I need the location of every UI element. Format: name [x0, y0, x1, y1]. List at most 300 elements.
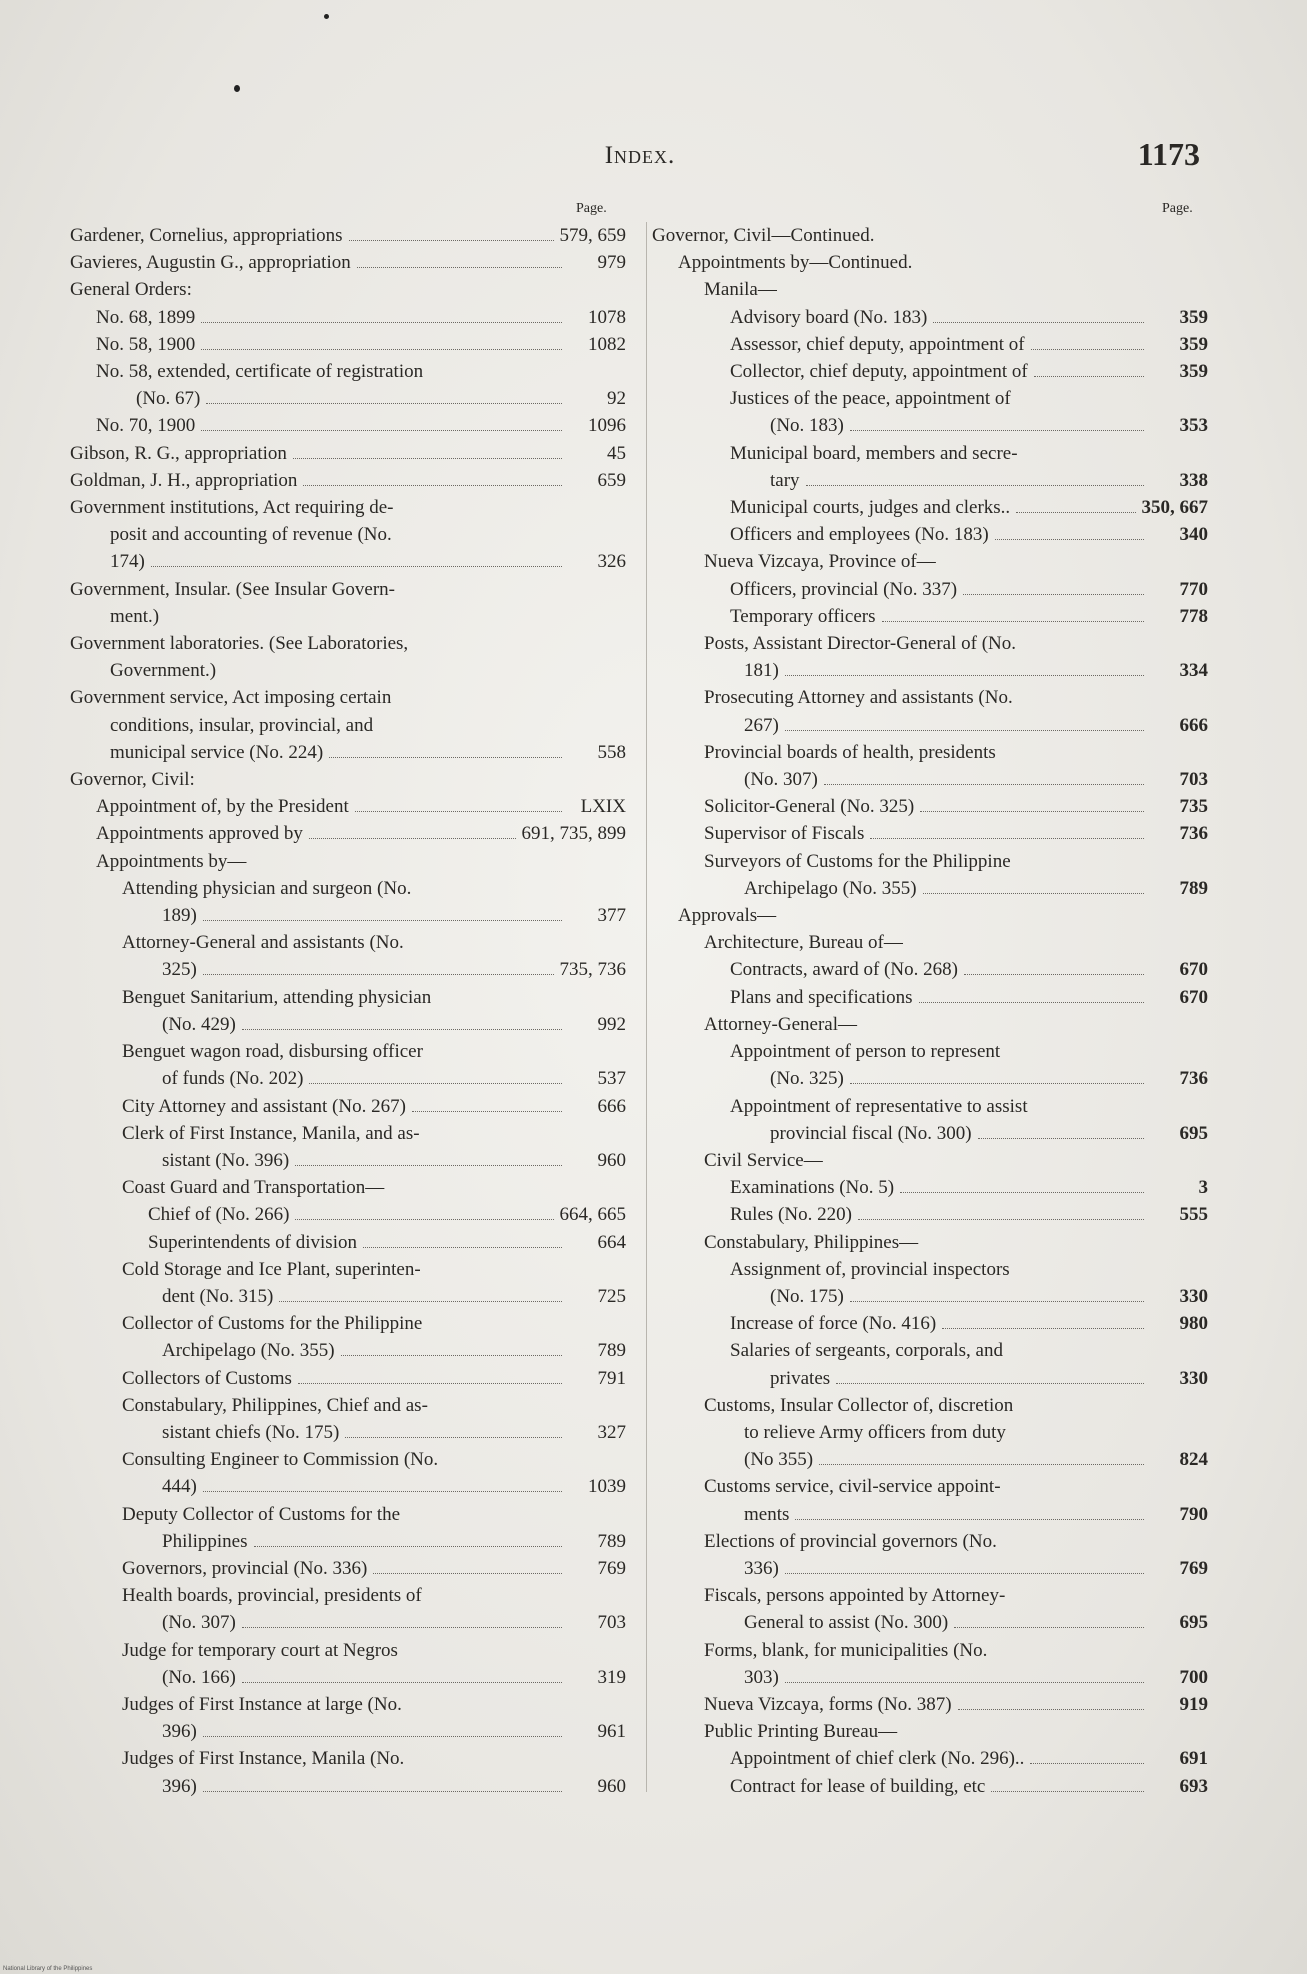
index-entry-text: posit and accounting of revenue (No.: [110, 524, 392, 546]
index-entry-page: 359: [1179, 306, 1208, 328]
index-entry-text: Architecture, Bureau of—: [704, 932, 903, 954]
index-entry-text: (No. 429): [162, 1013, 236, 1035]
index-entry-text: Prosecuting Attorney and assistants (No.: [704, 687, 1013, 709]
leader-dots: [373, 1573, 562, 1574]
index-entry-text: Collectors of Customs: [122, 1367, 292, 1389]
index-entry-page: 960: [597, 1149, 626, 1171]
index-entry-page: 330: [1179, 1285, 1208, 1307]
index-entry: [652, 385, 1208, 439]
index-entry-page: 1096: [588, 415, 626, 437]
index-entry: [652, 1473, 1208, 1527]
index-entry-page: 735, 736: [559, 959, 626, 981]
index-entry-text: Archipelago (No. 355): [744, 877, 917, 899]
index-entry-text: Advisory board (No. 183): [730, 306, 928, 328]
index-entry-page: 691, 735, 899: [521, 823, 626, 845]
index-entry: [652, 521, 1208, 548]
index-entry-text: Approvals—: [678, 905, 777, 927]
index-entry-text: Salaries of sergeants, corporals, and: [730, 1340, 1003, 1362]
index-entry-text: Appointment of representative to assist: [730, 1095, 1028, 1117]
index-entry-text: 267): [744, 714, 779, 736]
page-number: 1173: [1137, 136, 1200, 172]
leader-dots: [355, 811, 562, 812]
index-entry-text: Appointment of person to represent: [730, 1041, 1001, 1063]
column-divider: [646, 222, 647, 1792]
index-entry-text: General Orders:: [70, 279, 192, 301]
index-entry-page: 330: [1179, 1367, 1208, 1389]
scan-speck: [324, 14, 329, 19]
index-entry: [652, 1011, 1208, 1038]
index-entry: [70, 1174, 626, 1201]
index-entry: [652, 276, 1208, 303]
index-entry-page: 770: [1179, 578, 1208, 600]
index-entry: [652, 902, 1208, 929]
leader-dots: [785, 1573, 1144, 1574]
index-entry: [652, 358, 1208, 385]
index-entry: [652, 1093, 1208, 1147]
index-entry-page: 1039: [588, 1476, 626, 1498]
index-entry: [70, 684, 626, 766]
index-entry: [70, 875, 626, 929]
index-entry-page: 789: [597, 1340, 626, 1362]
index-entry: [652, 1773, 1208, 1800]
index-entry-text: Appointments by—Continued.: [678, 252, 913, 274]
index-entry-text: municipal service (No. 224): [110, 741, 324, 763]
index-entry-text: Assessor, chief deputy, appointment of: [730, 333, 1025, 355]
leader-dots: [298, 1383, 562, 1384]
index-entry: [70, 1501, 626, 1555]
index-entry: [652, 1147, 1208, 1174]
index-entry-text: Officers, provincial (No. 337): [730, 578, 958, 600]
index-entry: [652, 684, 1208, 738]
index-entry-text: (No 355): [744, 1449, 814, 1471]
index-entry: [70, 793, 626, 820]
right-column-page-label: Page.: [1162, 201, 1193, 216]
index-entry-text: Government service, Act imposing certain: [70, 687, 392, 709]
index-entry-text: Fiscals, persons appointed by Attorney-: [704, 1585, 1006, 1607]
index-entry-page: 960: [597, 1775, 626, 1797]
index-entry-page: 45: [607, 442, 626, 464]
leader-dots: [850, 1301, 1144, 1302]
leader-dots: [806, 485, 1144, 486]
index-entry-text: Governor, Civil—Continued.: [652, 225, 875, 246]
index-entry-text: Justices of the peace, appointment of: [730, 388, 1011, 410]
index-entry-text: General to assist (No. 300): [744, 1612, 949, 1634]
index-entry-text: 396): [162, 1721, 197, 1743]
index-entry-page: 769: [1179, 1557, 1208, 1579]
leader-dots: [900, 1192, 1144, 1193]
index-entry: [70, 820, 626, 847]
leader-dots: [978, 1138, 1144, 1139]
leader-dots: [850, 430, 1144, 431]
index-entry-text: Supervisor of Fiscals: [704, 823, 865, 845]
index-entry: [70, 358, 626, 412]
index-entry: [70, 412, 626, 439]
index-entry: [70, 467, 626, 494]
index-entry: [652, 984, 1208, 1011]
index-entry-text: Archipelago (No. 355): [162, 1340, 335, 1362]
index-entry: [652, 494, 1208, 521]
index-entry-page: 92: [607, 388, 626, 410]
index-entry-text: sistant (No. 396): [162, 1149, 290, 1171]
index-entry-text: 336): [744, 1557, 779, 1579]
index-entry: [70, 630, 626, 684]
index-entry: [652, 222, 1208, 249]
index-entry: [652, 1256, 1208, 1310]
leader-dots: [836, 1383, 1144, 1384]
index-entry-text: Constabulary, Philippines, Chief and as-: [122, 1394, 428, 1416]
index-entry: [70, 276, 626, 303]
index-entry-text: Gardener, Cornelius, appropriations: [70, 225, 343, 246]
running-head-title: Index.: [604, 142, 676, 169]
leader-dots: [242, 1029, 562, 1030]
index-entry-text: City Attorney and assistant (No. 267): [122, 1095, 406, 1117]
index-entry-text: Manila—: [704, 279, 777, 301]
index-entry: [652, 1038, 1208, 1092]
index-entry-text: 189): [162, 905, 197, 927]
index-entry-page: 703: [1179, 769, 1208, 791]
leader-dots: [958, 1709, 1144, 1710]
index-entry-text: Government institutions, Act requiring de-: [70, 497, 394, 519]
index-entry-text: Nueva Vizcaya, Province of—: [704, 551, 936, 573]
leader-dots: [279, 1301, 562, 1302]
index-entry: [70, 1256, 626, 1310]
index-entry-text: Temporary officers: [730, 605, 876, 627]
index-entry-text: privates: [770, 1367, 831, 1389]
index-entry-text: Rules (No. 220): [730, 1204, 852, 1226]
index-entry-text: Judges of First Instance at large (No.: [122, 1693, 402, 1715]
index-entry-text: Contracts, award of (No. 268): [730, 959, 958, 981]
index-entry: [652, 929, 1208, 956]
index-entry-text: Solicitor-General (No. 325): [704, 796, 915, 818]
index-entry: [70, 1582, 626, 1636]
leader-dots: [295, 1165, 562, 1166]
index-entry-page: 961: [597, 1721, 626, 1743]
leader-dots: [991, 1791, 1144, 1792]
index-entry-text: Judge for temporary court at Negros: [122, 1639, 398, 1661]
index-entry-text: Customs service, civil-service appoint-: [704, 1476, 1001, 1498]
index-entry-text: Appointment of chief clerk (No. 296)..: [730, 1748, 1025, 1770]
leader-dots: [201, 349, 562, 350]
index-entry-text: Appointments by—: [96, 850, 247, 872]
index-entry-text: conditions, insular, provincial, and: [110, 714, 374, 736]
leader-dots: [1016, 512, 1135, 513]
index-entry-page: 700: [1179, 1666, 1208, 1688]
index-entry: [652, 739, 1208, 793]
leader-dots: [303, 485, 562, 486]
index-entry: [652, 304, 1208, 331]
index-entry-page: 725: [597, 1285, 626, 1307]
index-entry-text: Municipal board, members and secre-: [730, 442, 1018, 464]
index-entry-text: Collector of Customs for the Philippine: [122, 1313, 423, 1335]
index-entry: [652, 1392, 1208, 1474]
leader-dots: [785, 675, 1144, 676]
index-entry: [70, 984, 626, 1038]
index-entry-page: 359: [1179, 333, 1208, 355]
index-entry: [652, 848, 1208, 902]
index-entry-page: 334: [1179, 660, 1208, 682]
index-entry-text: Cold Storage and Ice Plant, superinten-: [122, 1258, 421, 1280]
leader-dots: [1034, 376, 1144, 377]
leader-dots: [203, 920, 562, 921]
index-entry-text: Judges of First Instance, Manila (No.: [122, 1748, 405, 1770]
index-entry-text: Benguet Sanitarium, attending physician: [122, 986, 432, 1008]
leader-dots: [995, 539, 1144, 540]
index-entry-text: Gibson, R. G., appropriation: [70, 442, 287, 464]
index-entry: [652, 1745, 1208, 1772]
index-entry: [652, 1310, 1208, 1337]
leader-dots: [824, 784, 1144, 785]
index-entry-text: Plans and specifications: [730, 986, 913, 1008]
index-entry: [70, 1120, 626, 1174]
leader-dots: [203, 1791, 562, 1792]
index-entry-text: Government, Insular. (See Insular Govern-: [70, 578, 396, 600]
index-entry-text: Civil Service—: [704, 1149, 823, 1171]
index-entry: [652, 1201, 1208, 1228]
left-column-page-label: Page.: [576, 201, 607, 216]
index-entry-text: tary: [770, 469, 800, 491]
index-entry: [652, 1582, 1208, 1636]
index-entry-page: 1082: [588, 333, 626, 355]
leader-dots: [1031, 349, 1144, 350]
index-entry-text: Public Printing Bureau—: [704, 1721, 898, 1743]
leader-dots: [920, 811, 1144, 812]
index-entry-page: 338: [1179, 469, 1208, 491]
index-entry-text: Attorney-General—: [704, 1013, 857, 1035]
leader-dots: [203, 1491, 562, 1492]
index-entry: [70, 331, 626, 358]
index-entry: [652, 1637, 1208, 1691]
leader-dots: [785, 1682, 1144, 1683]
index-column-left: [70, 222, 626, 1800]
index-entry-page: 789: [1179, 877, 1208, 899]
index-entry-text: 174): [110, 551, 145, 573]
index-entry: [652, 440, 1208, 494]
index-entry-page: 558: [597, 741, 626, 763]
index-entry-page: 980: [1179, 1313, 1208, 1335]
scan-source-caption: National Library of the Philippines: [3, 1966, 93, 1972]
index-entry-text: Clerk of First Instance, Manila, and as-: [122, 1122, 420, 1144]
index-entry-text: Appointments approved by: [96, 823, 303, 845]
index-entry-page: 579, 659: [559, 225, 626, 246]
index-entry-page: 695: [1179, 1122, 1208, 1144]
index-entry-page: 327: [597, 1421, 626, 1443]
index-entry-text: dent (No. 315): [162, 1285, 274, 1307]
leader-dots: [942, 1328, 1144, 1329]
index-entry-text: Coast Guard and Transportation—: [122, 1177, 385, 1199]
index-entry-page: 666: [1179, 714, 1208, 736]
index-entry: [70, 1691, 626, 1745]
index-entry-text: ments: [744, 1503, 790, 1525]
leader-dots: [954, 1627, 1144, 1628]
leader-dots: [203, 974, 554, 975]
index-entry-page: 789: [597, 1530, 626, 1552]
leader-dots: [412, 1111, 562, 1112]
index-entry: [652, 1528, 1208, 1582]
index-entry-text: Municipal courts, judges and clerks..: [730, 497, 1011, 519]
leader-dots: [242, 1682, 562, 1683]
leader-dots: [1030, 1763, 1144, 1764]
leader-dots: [345, 1437, 562, 1438]
leader-dots: [151, 566, 562, 567]
index-entry-text: Examinations (No. 5): [730, 1177, 895, 1199]
index-entry-text: Consulting Engineer to Commission (No.: [122, 1449, 439, 1471]
leader-dots: [963, 594, 1144, 595]
index-entry-page: 919: [1179, 1693, 1208, 1715]
index-entry: [652, 1718, 1208, 1745]
index-entry-text: sistant chiefs (No. 175): [162, 1421, 340, 1443]
index-entry-text: 181): [744, 660, 779, 682]
index-entry-text: Health boards, provincial, presidents of: [122, 1585, 422, 1607]
index-entry: [70, 304, 626, 331]
index-entry: [652, 331, 1208, 358]
leader-dots: [295, 1219, 553, 1220]
index-entry-text: Appointment of, by the President: [96, 796, 349, 818]
index-entry-text: Governors, provincial (No. 336): [122, 1557, 368, 1579]
index-entry-text: No. 68, 1899: [96, 306, 196, 328]
index-entry: [70, 848, 626, 875]
index-entry-text: Superintendents of division: [148, 1231, 357, 1253]
leader-dots: [309, 1083, 562, 1084]
index-entry: [70, 1093, 626, 1120]
index-entry: [70, 1201, 626, 1228]
index-entry-text: of funds (No. 202): [162, 1068, 304, 1090]
index-entry-text: (No. 307): [162, 1612, 236, 1634]
index-entry-page: 695: [1179, 1612, 1208, 1634]
index-entry: [70, 1038, 626, 1092]
leader-dots: [242, 1627, 562, 1628]
index-entry: [70, 929, 626, 983]
index-entry: [652, 793, 1208, 820]
index-entry-text: ment.): [110, 605, 160, 627]
index-entry: [652, 548, 1208, 575]
leader-dots: [201, 322, 562, 323]
index-entry-text: Forms, blank, for municipalities (No.: [704, 1639, 988, 1661]
index-entry-text: Nueva Vizcaya, forms (No. 387): [704, 1693, 952, 1715]
index-entry-page: 555: [1179, 1204, 1208, 1226]
leader-dots: [923, 893, 1144, 894]
index-entry: [70, 494, 626, 576]
index-entry-text: 303): [744, 1666, 779, 1688]
leader-dots: [858, 1219, 1144, 1220]
index-entry-page: 778: [1179, 605, 1208, 627]
index-entry: [70, 1745, 626, 1799]
index-entry: [70, 1365, 626, 1392]
index-entry-text: (No. 175): [770, 1285, 844, 1307]
index-entry-page: 691: [1179, 1748, 1208, 1770]
index-entry: [652, 630, 1208, 684]
index-entry-text: Elections of provincial governors (No.: [704, 1530, 997, 1552]
index-entry-text: No. 58, extended, certificate of registration: [96, 361, 424, 383]
leader-dots: [293, 458, 562, 459]
index-entry: [70, 249, 626, 276]
index-entry: [70, 1446, 626, 1500]
index-entry-text: 325): [162, 959, 197, 981]
index-entry-page: 353: [1179, 415, 1208, 437]
leader-dots: [201, 430, 562, 431]
leader-dots: [850, 1083, 1144, 1084]
index-entry-text: (No. 325): [770, 1068, 844, 1090]
index-entry-text: provincial fiscal (No. 300): [770, 1122, 972, 1144]
index-entry-page: 736: [1179, 823, 1208, 845]
scan-speck: [234, 85, 240, 92]
index-entry-page: 377: [597, 905, 626, 927]
index-entry-text: Increase of force (No. 416): [730, 1313, 937, 1335]
index-entry-text: Posts, Assistant Director-General of (No.: [704, 633, 1017, 655]
index-column-right: [652, 222, 1208, 1800]
index-entry-page: 319: [597, 1666, 626, 1688]
index-entry-text: (No. 166): [162, 1666, 236, 1688]
index-entry: [70, 1555, 626, 1582]
leader-dots: [964, 974, 1144, 975]
index-entry-page: 824: [1179, 1449, 1208, 1471]
index-entry-page: 664, 665: [559, 1204, 626, 1226]
index-entry: [70, 1310, 626, 1364]
index-entry-page: 790: [1179, 1503, 1208, 1525]
index-entry-page: LXIX: [580, 796, 626, 818]
index-entry: [652, 820, 1208, 847]
index-entry-text: Assignment of, provincial inspectors: [730, 1258, 1010, 1280]
index-entry: [70, 1392, 626, 1446]
leader-dots: [785, 730, 1144, 731]
index-entry-text: (No. 307): [744, 769, 818, 791]
leader-dots: [919, 1002, 1144, 1003]
index-entry-text: Surveyors of Customs for the Philippine: [704, 850, 1011, 872]
index-entry-text: Philippines: [162, 1530, 248, 1552]
index-entry-text: 444): [162, 1476, 197, 1498]
leader-dots: [933, 322, 1144, 323]
index-entry-page: 659: [597, 469, 626, 491]
index-entry-text: Provincial boards of health, presidents: [704, 741, 996, 763]
index-entry-text: No. 70, 1900: [96, 415, 196, 437]
leader-dots: [795, 1519, 1144, 1520]
index-entry-text: 396): [162, 1775, 197, 1797]
index-entry-text: Officers and employees (No. 183): [730, 524, 989, 546]
index-entry: [70, 1637, 626, 1691]
index-entry-page: 537: [597, 1068, 626, 1090]
leader-dots: [882, 621, 1144, 622]
index-entry-page: 359: [1179, 361, 1208, 383]
leader-dots: [363, 1247, 562, 1248]
index-entry-page: 664: [597, 1231, 626, 1253]
index-entry: [652, 576, 1208, 603]
index-entry-page: 693: [1179, 1775, 1208, 1797]
leader-dots: [357, 267, 562, 268]
index-entry: [652, 1229, 1208, 1256]
index-entry-text: Benguet wagon road, disbursing officer: [122, 1041, 423, 1063]
index-entry-page: 666: [597, 1095, 626, 1117]
index-entry: [70, 1229, 626, 1256]
index-entry-text: Chief of (No. 266): [148, 1204, 290, 1226]
index-entry: [652, 249, 1208, 276]
index-entry: [70, 440, 626, 467]
index-entry-page: 736: [1179, 1068, 1208, 1090]
leader-dots: [329, 757, 562, 758]
index-entry: [70, 766, 626, 793]
index-entry: [70, 222, 626, 249]
index-entry: [70, 576, 626, 630]
index-entry-page: 670: [1179, 986, 1208, 1008]
index-entry-text: (No. 67): [136, 388, 201, 410]
index-entry-page: 992: [597, 1013, 626, 1035]
index-entry-text: Government laboratories. (See Laboratories,: [70, 633, 409, 655]
index-entry-page: 326: [597, 551, 626, 573]
index-entry-page: 350, 667: [1141, 497, 1208, 519]
index-entry-page: 3: [1198, 1177, 1208, 1199]
index-entry: [652, 1337, 1208, 1391]
index-entry: [652, 1174, 1208, 1201]
index-entry: [652, 956, 1208, 983]
index-entry-page: 703: [597, 1612, 626, 1634]
